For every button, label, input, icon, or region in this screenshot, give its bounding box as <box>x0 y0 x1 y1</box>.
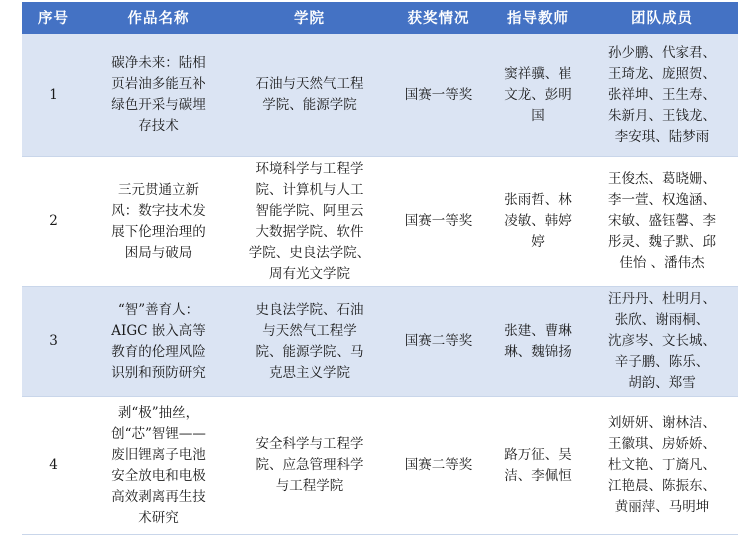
header-teachers: 指导教师 <box>507 9 569 27</box>
cell-work-name: 三元贯通立新 风：数字技术发 展下伦理治理的 困局与破局 <box>111 181 206 261</box>
cell-college: 安全科学与工程学 院、应急管理科学 与工程学院 <box>255 436 364 494</box>
table-header <box>22 2 738 34</box>
table-row <box>22 287 738 397</box>
cell-award: 国赛一等奖 <box>404 213 473 229</box>
header-college: 学院 <box>294 9 325 27</box>
awards-table <box>22 2 738 535</box>
cell-award: 国赛一等奖 <box>404 86 473 103</box>
table-row <box>22 157 738 287</box>
cell-team-members: 王俊杰、葛晓姗、 李一萱、权逸涵、 宋敏、盛钰馨、李 彤灵、魏子默、邱 佳怡 、潘伟杰 <box>608 171 716 271</box>
cell-teachers: 窦祥骥、崔 文龙、彭明 国 <box>504 65 572 124</box>
cell-team-members: 孙少鹏、代家君、 王琦龙、庞照贺、 张祥坤、王生寿、 朱新月、王钱龙、 李安琪、陆梦雨 <box>608 44 716 145</box>
cell-index: 2 <box>49 213 58 229</box>
cell-teachers: 路万征、吴 洁、李佩恒 <box>504 446 572 484</box>
cell-index: 3 <box>49 333 58 349</box>
table-row <box>22 34 738 157</box>
cell-index: 4 <box>49 457 58 473</box>
cell-index: 1 <box>49 86 58 103</box>
cell-award: 国赛二等奖 <box>404 457 473 473</box>
header-team-members: 团队成员 <box>631 9 693 27</box>
header-index: 序号 <box>38 9 69 27</box>
cell-team-members: 刘妍妍、谢林洁、 王徽琪、房娇娇、 杜文艳、丁旖凡、 江艳晨、陈振东、 黄丽萍、马明坤 <box>608 415 716 515</box>
header-award: 获奖情况 <box>407 9 470 27</box>
cell-teachers: 张雨哲、林 凌敏、韩婷 婷 <box>504 192 572 250</box>
table-row <box>22 397 738 535</box>
cell-work-name: 剥“极”抽丝， 创“芯”智锂—— 废旧锂离子电池 安全放电和电极 高效剥离再生技 术研究 <box>111 404 206 526</box>
cell-college: 石油与天然气工程 学院、能源学院 <box>255 76 364 113</box>
cell-college: 环境科学与工程学 院、计算机与人工 智能学院、阿里云 大数据学院、软件 学院、史良法学院、 周有光文学院 <box>248 160 371 282</box>
cell-teachers: 张建、曹琳 琳、魏锦扬 <box>504 322 572 360</box>
cell-team-members: 汪丹丹、杜明月、 张欣、谢雨桐、 沈彦岑、文长城、 辛子鹏、陈乐、 胡韵、郑雪 <box>608 291 716 391</box>
cell-college: 史良法学院、石油 与天然气工程学 院、能源学院、马 克思主义学院 <box>255 301 364 381</box>
cell-work-name: 碳净未来：陆相 页岩油多能互补 绿色开采与碳埋 存技术 <box>111 55 206 134</box>
header-work-name: 作品名称 <box>127 9 190 27</box>
cell-award: 国赛二等奖 <box>404 333 473 349</box>
cell-work-name: “智”善育人： AIGC 嵌入高等 教育的伦理风险 识别和预防研究 <box>111 301 206 381</box>
